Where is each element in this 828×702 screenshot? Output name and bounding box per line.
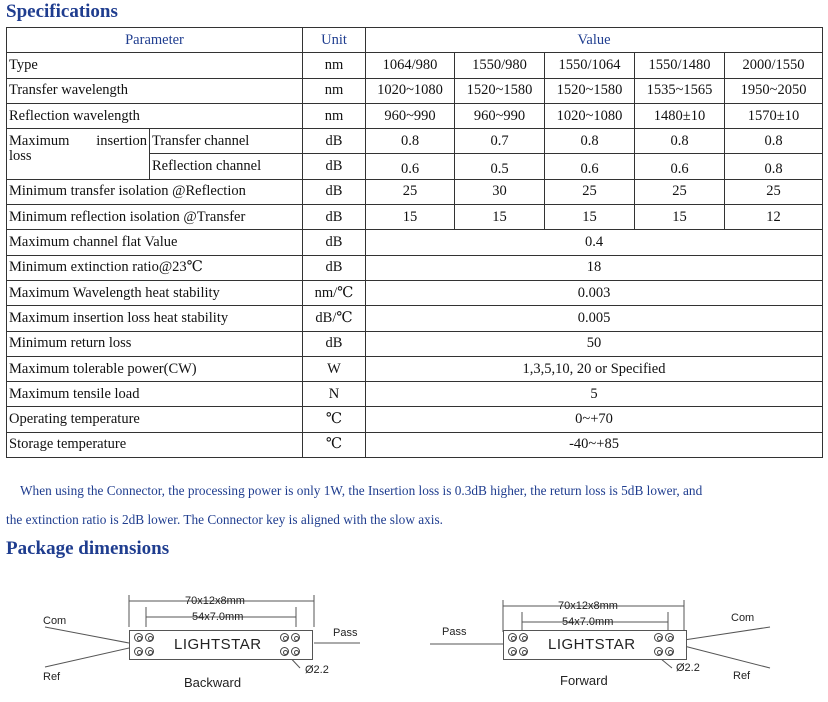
table-row bbox=[7, 255, 823, 280]
value-cell: 0.8 bbox=[725, 129, 823, 154]
param-label: Transfer wavelength bbox=[7, 78, 303, 103]
hole-diameter-label: Ø2.2 bbox=[676, 662, 700, 674]
label-line-1: Maximum insertion bbox=[9, 133, 147, 150]
inner-dimension-label: 54x7.0mm bbox=[562, 616, 614, 628]
table-row bbox=[7, 205, 823, 230]
unit-cell: dB bbox=[303, 154, 366, 179]
value-text: 0.5 bbox=[490, 161, 509, 178]
outer-dimension-label: 70x12x8mm bbox=[558, 600, 618, 612]
value-cell: 25 bbox=[366, 179, 455, 204]
unit-cell: dB bbox=[303, 129, 366, 154]
ref-port-label: Ref bbox=[43, 671, 61, 683]
mounting-hole-icon bbox=[508, 633, 517, 642]
param-label: Minimum transfer isolation @Reflection bbox=[7, 179, 303, 204]
value-cell: 1550/1480 bbox=[635, 53, 725, 78]
value-cell: 1535~1565 bbox=[635, 78, 725, 103]
mounting-hole-icon bbox=[145, 647, 154, 656]
device-body bbox=[129, 630, 313, 660]
table-row bbox=[7, 407, 823, 432]
com-port-label: Com bbox=[43, 615, 67, 627]
value-cell bbox=[545, 154, 635, 179]
value-cell: 50 bbox=[366, 331, 823, 356]
value-cell: 1020~1080 bbox=[366, 78, 455, 103]
table-row bbox=[7, 382, 823, 407]
inner-dimension-label: 54x7.0mm bbox=[192, 611, 244, 623]
value-cell: 0.8 bbox=[545, 129, 635, 154]
param-label: Minimum return loss bbox=[7, 331, 303, 356]
value-cell: 1520~1580 bbox=[545, 78, 635, 103]
mounting-hole-icon bbox=[654, 647, 663, 656]
value-text: 0.8 bbox=[764, 161, 783, 178]
value-cell: 25 bbox=[725, 179, 823, 204]
value-cell: 1550/1064 bbox=[545, 53, 635, 78]
param-label: Storage temperature bbox=[7, 432, 303, 457]
value-cell: 15 bbox=[545, 205, 635, 230]
value-text: 0.6 bbox=[670, 161, 689, 178]
table-row bbox=[7, 306, 823, 331]
value-cell: 1480±10 bbox=[635, 103, 725, 128]
header-row bbox=[7, 28, 823, 53]
value-cell bbox=[455, 154, 545, 179]
specifications-table bbox=[6, 27, 823, 458]
table-row bbox=[7, 331, 823, 356]
value-cell: 30 bbox=[455, 179, 545, 204]
value-cell: 960~990 bbox=[455, 103, 545, 128]
value-cell bbox=[366, 154, 455, 179]
unit-cell: dB bbox=[303, 255, 366, 280]
value-cell: 960~990 bbox=[366, 103, 455, 128]
param-label: Maximum channel flat Value bbox=[7, 230, 303, 255]
value-cell: 0.003 bbox=[366, 280, 823, 305]
com-port-label: Com bbox=[731, 612, 755, 624]
value-cell: 15 bbox=[635, 205, 725, 230]
mounting-hole-icon bbox=[291, 633, 300, 642]
mounting-hole-icon bbox=[665, 633, 674, 642]
pass-port-label: Pass bbox=[333, 627, 358, 639]
value-cell: 25 bbox=[635, 179, 725, 204]
value-cell: 25 bbox=[545, 179, 635, 204]
value-cell: 15 bbox=[366, 205, 455, 230]
table-row bbox=[7, 280, 823, 305]
param-label: Reflection wavelength bbox=[7, 103, 303, 128]
table-row bbox=[7, 179, 823, 204]
unit-cell: dB/℃ bbox=[303, 306, 366, 331]
unit-cell: dB bbox=[303, 205, 366, 230]
brand-label: LIGHTSTAR bbox=[174, 636, 262, 653]
backward-caption: Backward bbox=[184, 675, 242, 690]
mounting-hole-icon bbox=[145, 633, 154, 642]
table-row bbox=[7, 432, 823, 457]
value-text: 0.6 bbox=[580, 161, 599, 178]
ref-port-label: Ref bbox=[733, 670, 751, 682]
unit-cell: W bbox=[303, 356, 366, 381]
value-cell: 1020~1080 bbox=[545, 103, 635, 128]
value-cell: 1064/980 bbox=[366, 53, 455, 78]
value-text: 0.6 bbox=[400, 161, 420, 178]
hole-diameter-label: Ø2.2 bbox=[305, 664, 329, 676]
mounting-hole-icon bbox=[508, 647, 517, 656]
unit-cell: dB bbox=[303, 230, 366, 255]
mounting-hole-icon bbox=[519, 633, 528, 642]
value-cell: 5 bbox=[366, 382, 823, 407]
specifications-title: Specifications bbox=[6, 1, 118, 22]
param-label: Maximum insertion loss heat stability bbox=[7, 306, 303, 331]
table-row bbox=[7, 103, 823, 128]
param-label: Type bbox=[7, 53, 303, 78]
param-label: Minimum reflection isolation @Transfer bbox=[7, 205, 303, 230]
param-label: Maximum tolerable power(CW) bbox=[7, 356, 303, 381]
unit-cell: nm bbox=[303, 78, 366, 103]
param-label: Minimum extinction ratio@23℃ bbox=[7, 255, 303, 280]
unit-cell: nm/℃ bbox=[303, 280, 366, 305]
header-unit: Unit bbox=[303, 28, 366, 53]
mounting-hole-icon bbox=[519, 647, 528, 656]
forward-caption: Forward bbox=[560, 673, 608, 688]
value-cell: 1,3,5,10, 20 or Specified bbox=[366, 356, 823, 381]
table-row bbox=[7, 53, 823, 78]
header-value: Value bbox=[366, 28, 823, 53]
unit-cell: N bbox=[303, 382, 366, 407]
brand-label: LIGHTSTAR bbox=[548, 636, 636, 653]
mounting-hole-icon bbox=[665, 647, 674, 656]
table-row bbox=[7, 129, 823, 154]
value-cell: 0.8 bbox=[635, 129, 725, 154]
table-row bbox=[7, 356, 823, 381]
unit-cell: dB bbox=[303, 179, 366, 204]
value-cell: 0.005 bbox=[366, 306, 823, 331]
mounting-hole-icon bbox=[291, 647, 300, 656]
value-cell bbox=[635, 154, 725, 179]
value-cell: 1570±10 bbox=[725, 103, 823, 128]
outer-dimension-label: 70x12x8mm bbox=[185, 595, 245, 607]
backward-diagram bbox=[0, 585, 410, 700]
mounting-hole-icon bbox=[654, 633, 663, 642]
table-row bbox=[7, 78, 823, 103]
mounting-hole-icon bbox=[134, 633, 143, 642]
value-cell: 0.4 bbox=[366, 230, 823, 255]
value-cell: 0~+70 bbox=[366, 407, 823, 432]
value-cell: 1520~1580 bbox=[455, 78, 545, 103]
table-row bbox=[7, 230, 823, 255]
forward-diagram bbox=[410, 590, 820, 702]
value-cell: 15 bbox=[455, 205, 545, 230]
package-dimensions-title: Package dimensions bbox=[6, 538, 170, 559]
connector-note-line-1: When using the Connector, the processing power is only 1W, the Insertion loss is 0.3dB higher, the return loss is 5dB lower, and bbox=[20, 483, 703, 498]
sub-param-label: Reflection channel bbox=[150, 154, 303, 179]
param-label: Maximum tensile load bbox=[7, 382, 303, 407]
mounting-hole-icon bbox=[280, 647, 289, 656]
unit-cell: ℃ bbox=[303, 432, 366, 457]
header-parameter: Parameter bbox=[7, 28, 303, 53]
value-cell bbox=[725, 154, 823, 179]
max-insertion-loss-label bbox=[7, 129, 150, 180]
unit-cell: nm bbox=[303, 103, 366, 128]
connector-note-line-2: the extinction ratio is 2dB lower. The Connector key is aligned with the slow axis. bbox=[6, 512, 443, 527]
value-cell: 12 bbox=[725, 205, 823, 230]
value-cell: 0.7 bbox=[455, 129, 545, 154]
value-cell: 2000/1550 bbox=[725, 53, 823, 78]
pass-port-label: Pass bbox=[442, 626, 467, 638]
sub-param-label: Transfer channel bbox=[150, 129, 303, 154]
value-cell: 1550/980 bbox=[455, 53, 545, 78]
device-body bbox=[503, 630, 687, 660]
value-cell: -40~+85 bbox=[366, 432, 823, 457]
value-cell: 0.8 bbox=[366, 129, 455, 154]
value-cell: 18 bbox=[366, 255, 823, 280]
unit-cell: dB bbox=[303, 331, 366, 356]
unit-cell: ℃ bbox=[303, 407, 366, 432]
value-cell: 1950~2050 bbox=[725, 78, 823, 103]
label-line-2: loss bbox=[9, 148, 32, 165]
param-label: Maximum Wavelength heat stability bbox=[7, 280, 303, 305]
mounting-hole-icon bbox=[280, 633, 289, 642]
unit-cell: nm bbox=[303, 53, 366, 78]
param-label: Operating temperature bbox=[7, 407, 303, 432]
mounting-hole-icon bbox=[134, 647, 143, 656]
